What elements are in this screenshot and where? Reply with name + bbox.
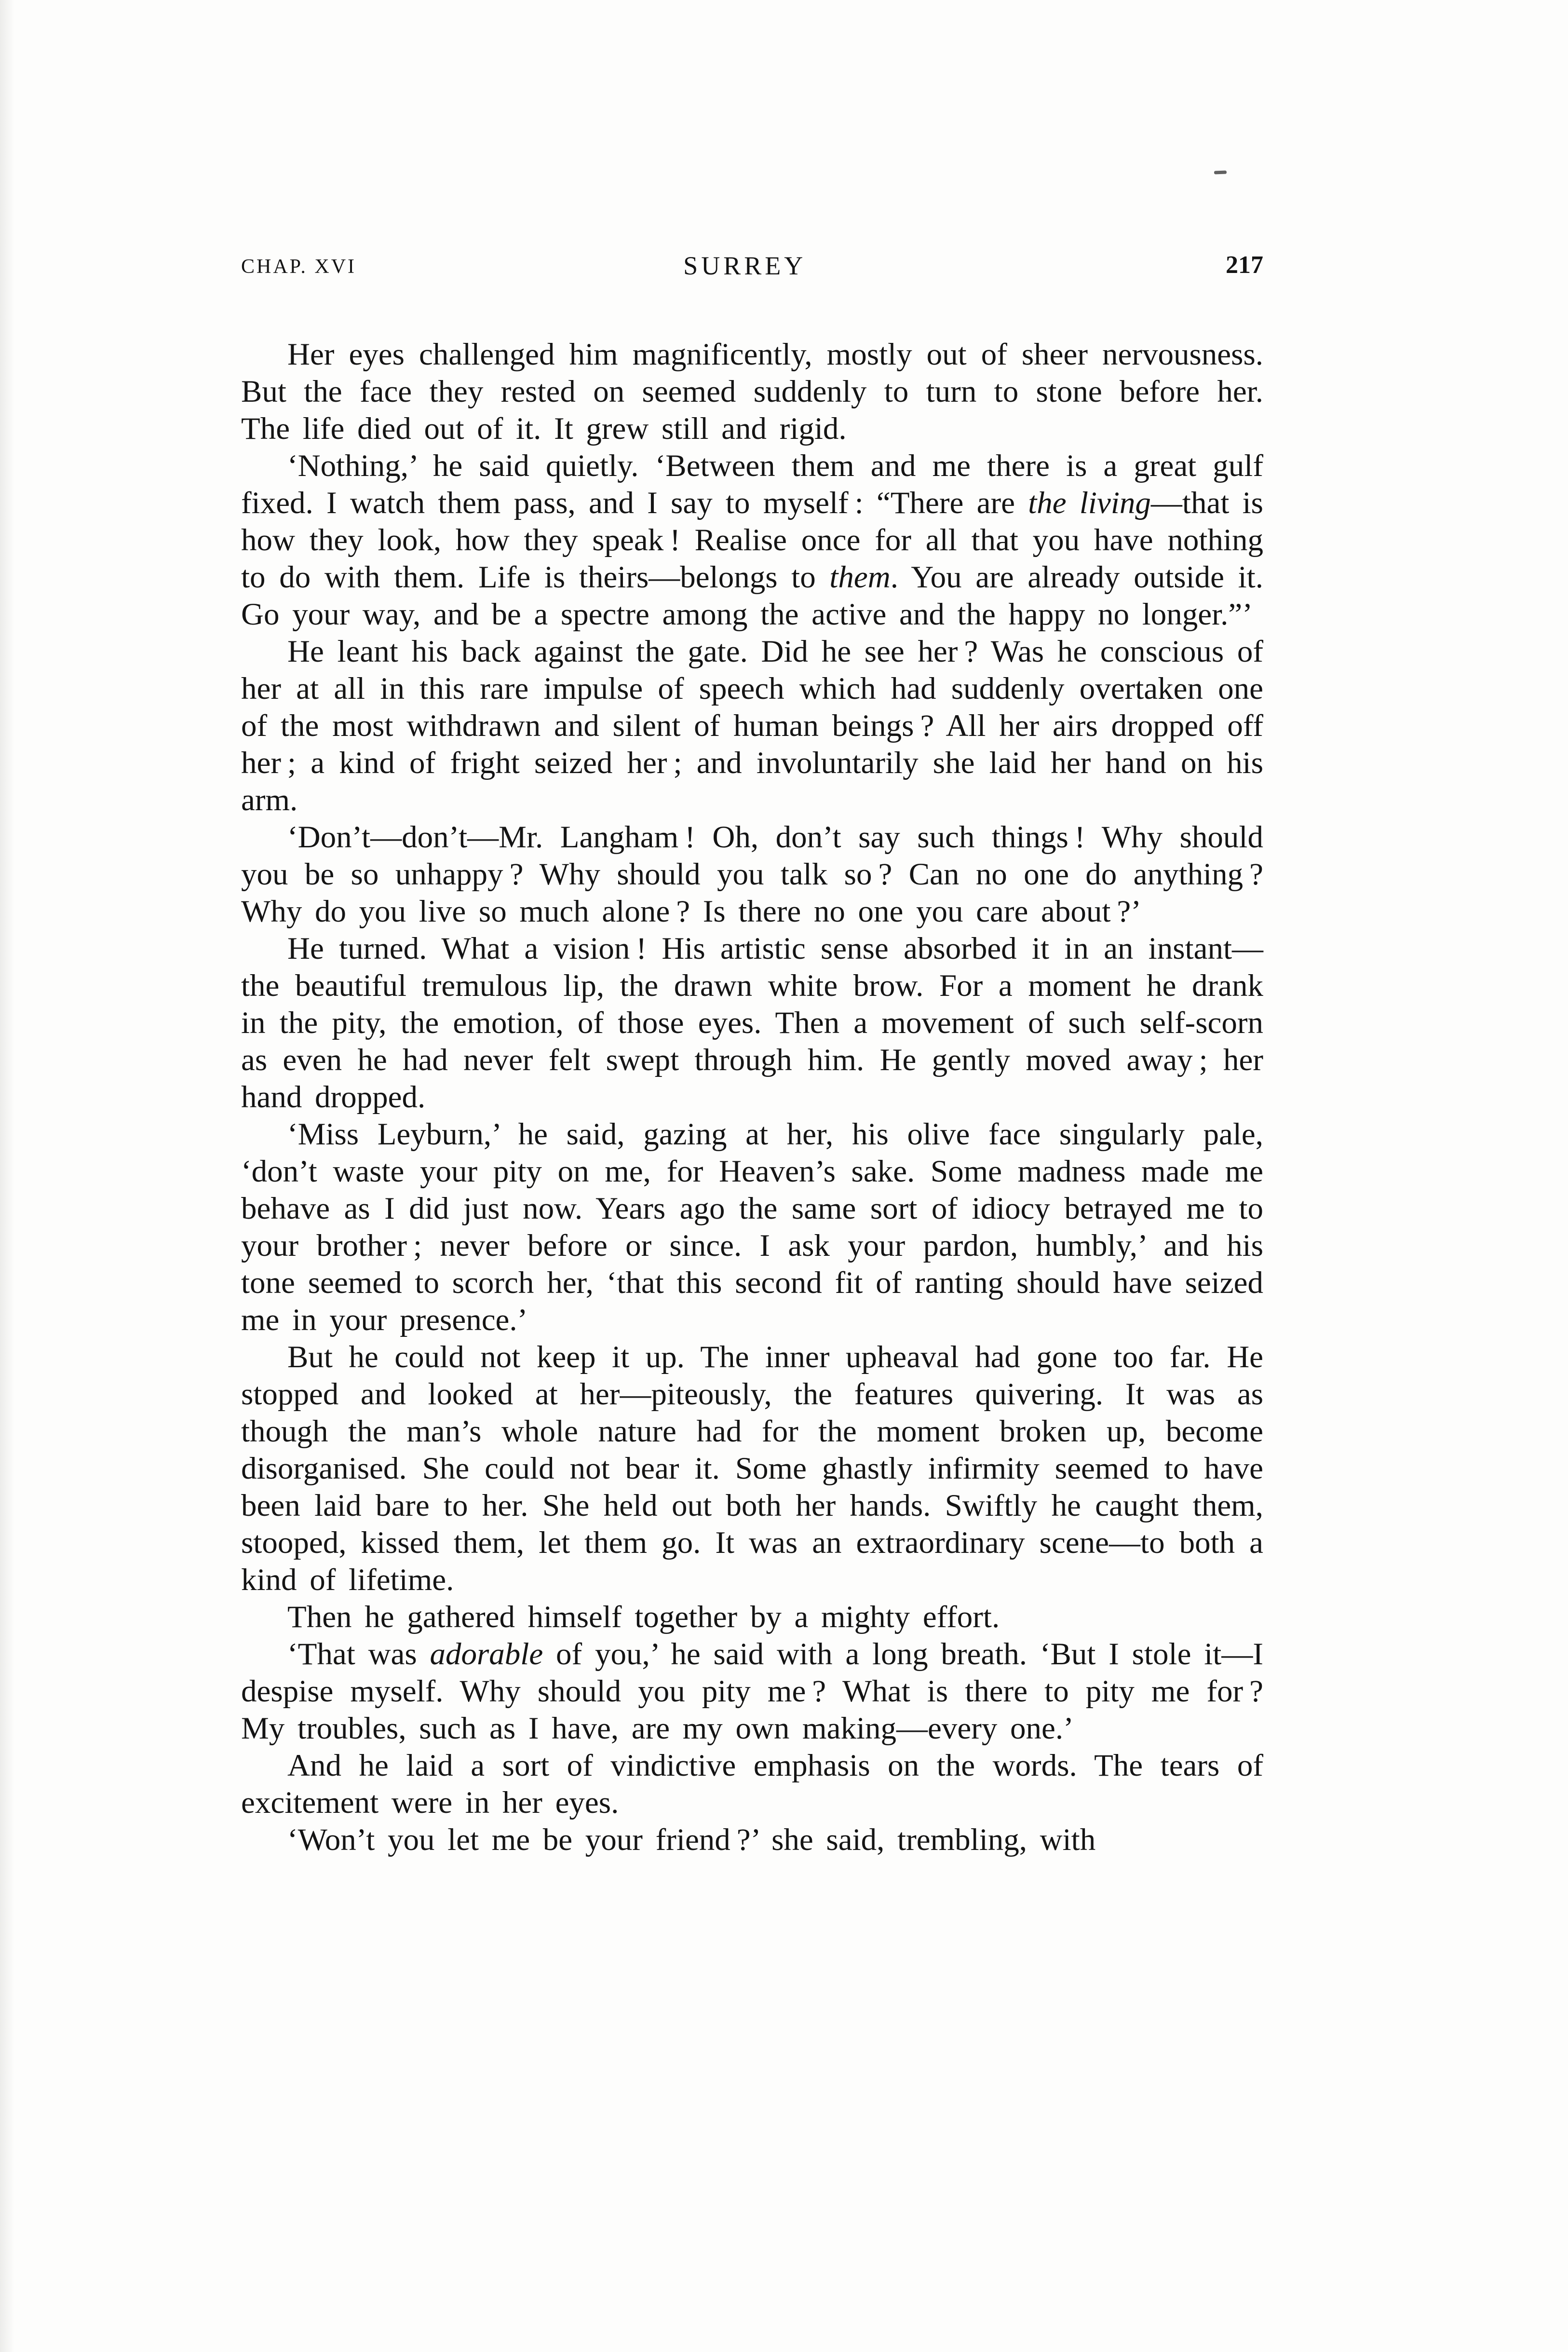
paragraph bbox=[241, 1636, 1263, 1747]
paragraph bbox=[241, 819, 1263, 930]
text-run: ‘Don’t—don’t—Mr. Langham ! Oh, don’t say such things ! Why should you be so unhappy ? Why should you talk so ? Can no one do anything ? Why do you live so much alone ? Is there no one you care about ?’ bbox=[241, 820, 1263, 929]
text-run: ‘That was bbox=[287, 1637, 430, 1672]
text-run: ‘Won’t you let me be your friend ?’ she said, trembling, with bbox=[287, 1822, 1096, 1857]
paragraph bbox=[241, 633, 1263, 819]
text-run: of you,’ he said with a long breath. ‘But I stole it—I despise myself. Why should you pity me ? What is there to pity me for ? My troubles, such as I have, are my own making—every one.’ bbox=[241, 1637, 1263, 1746]
text-block bbox=[241, 251, 1263, 1859]
paragraph bbox=[241, 1822, 1263, 1859]
body-text bbox=[241, 336, 1263, 1859]
page-number: 217 bbox=[1226, 251, 1263, 279]
italic-text-run: adorable bbox=[430, 1637, 543, 1672]
paragraph bbox=[241, 1747, 1263, 1822]
text-run: And he laid a sort of vindictive emphasis on the words. The tears of excitement were in her eyes. bbox=[241, 1748, 1263, 1820]
paragraph bbox=[241, 1116, 1263, 1339]
italic-text-run: the living bbox=[1028, 486, 1151, 520]
text-run: Then he gathered himself together by a mighty effort. bbox=[287, 1600, 1000, 1634]
chapter-header: CHAP. XVI bbox=[241, 256, 357, 278]
text-run: He turned. What a vision ! His artistic sense absorbed it in an instant—the beautiful tremulous lip, the drawn white brow. For a moment he drank in the pity, the emotion, of those eyes. Then a movement of such self-scorn as even he had never felt swept through him. He gently moved away ; her hand dropped. bbox=[241, 931, 1263, 1115]
text-run: Her eyes challenged him magnificently, mostly out of sheer nervousness. But the face they rested on seemed suddenly to turn to stone before her. The life died out of it. It grew still and rigid. bbox=[241, 337, 1263, 446]
paragraph bbox=[241, 930, 1263, 1116]
text-run: —that is how they look, how they speak ! Realise once for all that you have nothing to do with them. Life is theirs—belongs to bbox=[241, 486, 1263, 595]
italic-text-run: them bbox=[829, 560, 891, 595]
paragraph bbox=[241, 1339, 1263, 1599]
scan-artifact-mark bbox=[1214, 171, 1227, 175]
page-header bbox=[241, 251, 1263, 279]
text-run: . You are already outside it. Go your way, and be a spectre among the active and the happy no longer.”’ bbox=[241, 560, 1263, 632]
text-run: But he could not keep it up. The inner upheaval had gone too far. He stopped and looked at her—piteously, the features quivering. It was as though the man’s whole nature had for the moment broken up, become disorganised. She could not bear it. Some ghastly infirmity seemed to have been laid bare to her. She held out both her hands. Swiftly he caught them, stooped, kissed them, let them go. It was an extraordinary scene—to both a kind of lifetime. bbox=[241, 1340, 1263, 1597]
text-run: ‘Nothing,’ he said quietly. ‘Between them and me there is a great gulf fixed. I watch them pass, and I say to myself : “There are bbox=[241, 449, 1263, 520]
paragraph bbox=[241, 1599, 1263, 1636]
paragraph bbox=[241, 448, 1263, 633]
text-run: ‘Miss Leyburn,’ he said, gazing at her, his olive face singularly pale, ‘don’t waste your pity on me, for Heaven’s sake. Some madness made me behave as I did just now. Years ago the same sort of idiocy betrayed me to your brother ; never before or since. I ask your pardon, humbly,’ and his tone seemed to scorch her, ‘that this second fit of ranting should have seized me in your presence.’ bbox=[241, 1117, 1263, 1337]
running-title: SURREY bbox=[683, 251, 807, 280]
text-run: He leant his back against the gate. Did he see her ? Was he conscious of her at all in this rare impulse of speech which had suddenly overtaken one of the most withdrawn and silent of human beings ? All her airs dropped off her ; a kind of fright seized her ; and involuntarily she laid her hand on his arm. bbox=[241, 634, 1263, 817]
paragraph bbox=[241, 336, 1263, 448]
